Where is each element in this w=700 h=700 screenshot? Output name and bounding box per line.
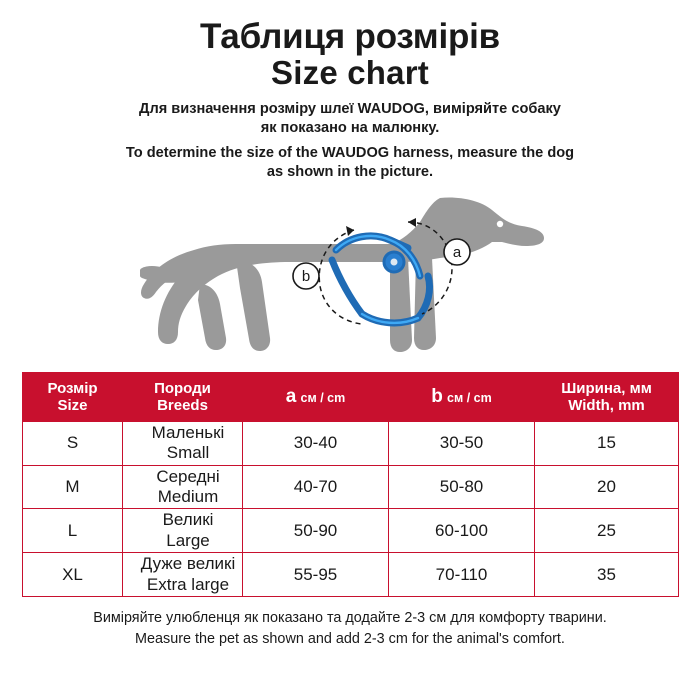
cell-size: L [23, 509, 123, 553]
title-block [22, 0, 678, 91]
cell-size: XL [23, 553, 123, 597]
subtitle-en-line2: as shown in the picture. [266, 164, 434, 181]
footer-line-en: Measure the pet as shown and add 2-3 cm for the animal's comfort. [135, 631, 565, 648]
cell-measure-b: 60-100 [389, 509, 535, 553]
footer-line-ua: Виміряйте улюбленця як показано та додайте 2-3 см для комфорту тварини. [93, 609, 607, 626]
dog-eye [497, 221, 503, 227]
header-size: Розмір Size [23, 372, 123, 421]
table-row [23, 421, 679, 465]
subtitle-en-line1: To determine the size of the WAUDOG harness, measure the dog [125, 145, 575, 162]
marker-a-label: a [452, 243, 462, 261]
subtitle-ua-line1: Для визначення розміру шлеї WAUDOG, виміряйте собаку [139, 101, 561, 118]
cell-width: 25 [535, 509, 679, 553]
cell-breed: Дуже великі Extra large [123, 553, 243, 597]
table-row [23, 553, 679, 597]
cell-measure-b: 70-110 [389, 553, 535, 597]
page-title-ua: Таблиця розмірів [200, 17, 500, 56]
size-table [22, 372, 679, 597]
header-measure-a: a см / cm [243, 372, 389, 421]
subtitle-ua-line2: як показано на малюнку. [260, 119, 440, 136]
header-measure-b: b см / cm [389, 372, 535, 421]
dog-illustration-svg [140, 188, 560, 366]
cell-breed: Середні Medium [123, 465, 243, 509]
dog-illustration [22, 188, 678, 366]
cell-size: S [23, 421, 123, 465]
cell-width: 15 [535, 421, 679, 465]
cell-measure-b: 50-80 [389, 465, 535, 509]
cell-measure-b: 30-50 [389, 421, 535, 465]
size-table-body [23, 421, 679, 596]
cell-size: M [23, 465, 123, 509]
cell-measure-a: 55-95 [243, 553, 389, 597]
footer-note [22, 609, 678, 650]
cell-breed: Великі Large [123, 509, 243, 553]
table-row [23, 465, 679, 509]
cell-breed: Маленькі Small [123, 421, 243, 465]
table-row [23, 509, 679, 553]
measure-b-arrow [346, 226, 354, 236]
page-title-en: Size chart [271, 53, 429, 91]
cell-width: 35 [535, 553, 679, 597]
header-width: Ширина, мм Width, mm [535, 372, 679, 421]
header-breeds: Породи Breeds [123, 372, 243, 421]
cell-width: 20 [535, 465, 679, 509]
subtitle-block [22, 100, 678, 182]
measure-a-arrow [408, 218, 416, 227]
cell-measure-a: 30-40 [243, 421, 389, 465]
table-header-row [23, 372, 679, 421]
cell-measure-a: 50-90 [243, 509, 389, 553]
size-table-head [23, 372, 679, 421]
cell-measure-a: 40-70 [243, 465, 389, 509]
harness-badge-center [391, 258, 398, 265]
marker-b-label: b [301, 267, 311, 285]
